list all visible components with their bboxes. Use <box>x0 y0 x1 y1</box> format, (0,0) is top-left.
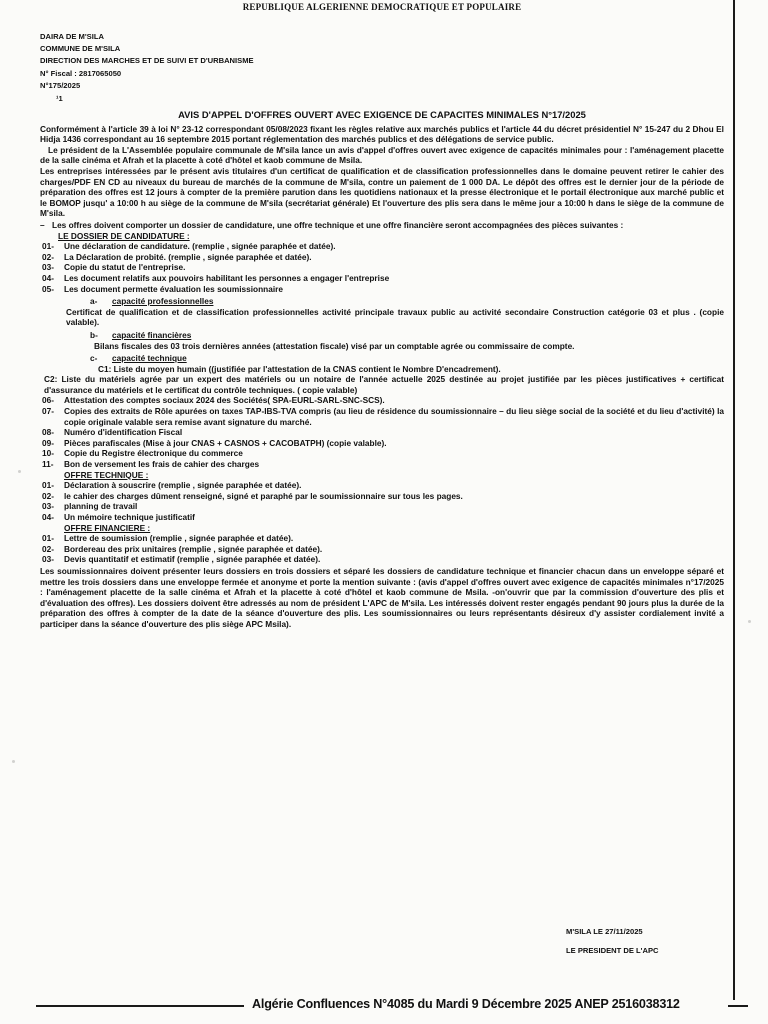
item-number: 05- <box>42 283 54 294</box>
signature-block <box>566 922 716 960</box>
dash-bullet: – <box>40 219 45 230</box>
sub-letter: b- <box>90 329 98 340</box>
list-item <box>40 241 724 252</box>
list-item <box>40 512 724 523</box>
scan-speck <box>748 620 751 623</box>
offers-requirement-text: Les offres doivent comporter un dossier de candidature, une offre technique et une offre financière seront accompagnées des pièces suivantes : <box>52 219 624 230</box>
item-text: Pièces parafiscales (Mise à jour CNAS + CASNOS + CACOBATPH) (copie valable). <box>64 437 387 448</box>
sub-text: Bilans fiscales des 03 trois dernières années (attestation fiscale) visé par un comptable agrée ou commissaire de compte. <box>94 340 575 351</box>
item-text: Devis quantitatif et estimatif (remplie , signée paraphée et datée). <box>64 554 321 565</box>
list-item <box>40 273 724 284</box>
item-text: Bordereau des prix unitaires (remplie , signée paraphée et datée). <box>64 543 323 554</box>
item-text: Lettre de soumission (remplie , signée paraphée et datée). <box>64 533 294 544</box>
eligibility-paragraph: Les entreprises intéressées par le présent avis titulaires d'un certificat de qualification et de classification professionnelles dans le domaine peuvent retirer le cahier des charges/PDF EN CD au niveaux du bureau de marchés de la commune de M'sila, contre un paiement de 1 000 DA. Le dépôt des offres est le dernier jour de la période de préparation des offres est 12 jours à compter de la première parution dans les quotidiens nationaux et la presse électronique et le portail électronique aux marché public et le BOMOP jusqu' a 10:00 h au siège de la commune de M'sila (secrétariat générale) Et l'ouverture des plis sera dans le même jour a 10:00 h dans le siège de la commune de M'sila. <box>40 166 724 219</box>
republic-heading: REPUBLIQUE ALGERIENNE DEMOCRATIQUE ET POPULAIRE <box>242 2 522 12</box>
list-item <box>40 284 724 295</box>
item-text: La Déclaration de probité. (remplie , signée paraphée et datée). <box>64 251 312 262</box>
sub-label: capacité professionnelles <box>112 296 214 307</box>
publication-footer: Algérie Confluences N°4085 du Mardi 9 Décembre 2025 ANEP 2516038312 <box>252 997 680 1011</box>
list-item <box>40 480 724 491</box>
item-number: 02- <box>42 543 54 554</box>
sub-letter: c- <box>90 353 98 364</box>
item-text: Copie du Registre électronique du commerce <box>64 448 243 459</box>
sub-heading <box>90 296 724 307</box>
legal-basis-paragraph: Conformément à l'article 39 à loi N° 23-12 correspondant 05/08/2023 fixant les règles relative aux marchés publics et l'article 44 du décret présidentiel N° 15-247 du 2 Dhou El Hidja 1436 correspondant au 16 septembre 2015 portant réglementation des marchés publics et des délégations de service public. <box>40 123 724 145</box>
list-item <box>40 554 724 565</box>
signer-title: LE PRESIDENT DE L'APC <box>566 946 659 955</box>
item-text: Copie du statut de l'entreprise. <box>64 262 186 273</box>
item-number: 03- <box>42 262 54 273</box>
item-text: Un mémoire technique justificatif <box>64 512 195 522</box>
list-item <box>40 501 724 512</box>
item-text: Une déclaration de candidature. (remplie , signée paraphée et datée). <box>64 241 336 252</box>
item-number: 01- <box>42 241 54 252</box>
list-item <box>40 395 724 406</box>
item-text: Numéro d'identification Fiscal <box>64 427 183 438</box>
list-item <box>40 533 724 544</box>
item-text: Les document relatifs aux pouvoirs habilitant les personnes a engager l'entreprise <box>64 272 390 283</box>
item-number: 03- <box>42 554 54 565</box>
dossier-list-continued <box>40 395 724 469</box>
list-item <box>40 406 724 427</box>
item-number: 04- <box>42 272 54 283</box>
submission-instructions: Les soumissionnaires doivent présenter leurs dossiers en trois dossiers et séparé les dossiers de candidature technique et financier chacun dans un enveloppe séparé et mettre les trois dossiers dans une enveloppe fermée et anonyme et porte la mention suivante : (avis d'appel d'offres ouvert avec exigence de capacités minimales n°17/2025 : l'aménagement placette de la salle cinéma et Afrah et la placette à coté d'hôtel et kaob commune de Msila. -on'ouvrir que par la commission d'ouverture des plis et d'évaluation des offres). Les dossiers doivent être adressés au nom de président L'APC de M'sila. Les intéressés doivent rester engagés pendant 90 jours plus la durée de la préparation des offres à compter de la date de la séance d'ouverture des plis. Les soumissionnaires ou leurs représentants désireux d'y assister cordialement invité a participer dans la séance d'ouverture des plis siège APC Msila). <box>40 565 724 629</box>
list-item <box>40 252 724 263</box>
item-number: 08- <box>42 427 54 438</box>
item-number: 04- <box>42 512 54 522</box>
scan-speck <box>18 470 21 473</box>
page-border-right <box>733 0 735 1000</box>
page-border-bottom-left <box>36 1005 244 1007</box>
capacity-sub-c <box>44 353 724 395</box>
item-text: Bon de versement les frais de cahier des charges <box>64 459 260 470</box>
list-item <box>40 262 724 273</box>
dossier-list <box>40 241 724 294</box>
item-number: 01- <box>42 533 54 544</box>
direction-line: DIRECTION DES MARCHES ET DE SUIVI ET D'URBANISME <box>40 56 254 66</box>
financial-offer-list <box>40 533 724 565</box>
item-text: Déclaration à souscrire (remplie , signée paraphée et datée). <box>64 480 302 491</box>
sub-heading <box>90 330 724 341</box>
c2-item: C2: Liste du matériels agrée par un expert des matériels ou un notaire de l'année actuelle 2025 destinée au projet justifiée par les pièces justificatives + certificat d'assurance du matériels et le certificat du contrôle techniques. ( copie valable) <box>44 374 724 395</box>
item-number: 09- <box>42 437 54 448</box>
dossier-heading: LE DOSSIER DE CANDIDATURE : <box>58 230 190 241</box>
place-date: M'SILA LE 27/11/2025 <box>566 927 643 936</box>
item-text: Copies des extraits de Rôle apurées on taxes TAP-IBS-TVA compris (au lieu de résidence du soumissionnaire – du lieu siège social de la société et du lieu d'activité) la copie originale valable sera remise avant signature du marché. <box>64 406 724 427</box>
sub-text: Certificat de qualification et de classification professionnelles activité principale travaux public au activité secondaire Construction catégorie 03 et plus . (copie valable). <box>66 306 724 328</box>
list-item <box>40 427 724 438</box>
item-text: le cahier des charges dûment renseigné, signé et paraphé par le soumissionnaire sur tous les pages. <box>64 490 463 501</box>
item-text: planning de travail <box>64 501 138 512</box>
issuer-block <box>40 31 724 105</box>
list-item <box>40 491 724 502</box>
technical-offer-list <box>40 480 724 522</box>
sub-label: capacité financières <box>112 329 192 340</box>
item-number: 01- <box>42 480 54 491</box>
capacity-sub-a <box>66 296 724 328</box>
nif-line: N° Fiscal : 2817065050 <box>40 68 122 78</box>
item-number: 06- <box>42 395 54 406</box>
tender-notice <box>40 2 724 638</box>
list-item <box>40 438 724 449</box>
daira-line: DAIRA DE M'SILA <box>40 31 104 41</box>
item-number: 02- <box>42 490 54 501</box>
reference-mark: ¹1 <box>56 93 63 103</box>
technical-offer-heading: OFFRE TECHNIQUE : <box>64 469 149 480</box>
item-number: 07- <box>42 406 54 417</box>
notice-title: AVIS D'APPEL D'OFFRES OUVERT AVEC EXIGENCE DE CAPACITES MINIMALES N°17/2025 <box>178 109 586 121</box>
capacity-sub-b <box>90 330 724 351</box>
offers-requirement <box>40 220 724 231</box>
item-number: 10- <box>42 448 54 459</box>
commune-line: COMMUNE DE M'SILA <box>40 44 121 53</box>
c1-item: C1: Liste du moyen humain ((justifiée par l'attestation de la CNAS contient le Nombre D'encadrement). <box>98 363 501 374</box>
item-text: Les document permette évaluation les soumissionnaire <box>64 283 284 294</box>
list-item <box>40 459 724 470</box>
list-item <box>40 448 724 459</box>
sub-letter: a- <box>90 296 98 307</box>
item-number: 11- <box>42 459 54 470</box>
sub-label: capacité technique <box>112 353 187 364</box>
financial-offer-heading: OFFRE FINANCIERE : <box>64 522 151 533</box>
announcement-paragraph: Le président de la L'Assemblée populaire communale de M'sila lance un avis d'appel d'offres ouvert avec exigence de capacités minimales pour : l'aménagement placette de la salle cinéma et Afrah et la placette à coté d'hôtel et kaob commune de Msila. <box>40 144 724 166</box>
sub-heading <box>90 353 724 364</box>
reference-line: N°175/2025 <box>40 81 81 91</box>
item-text: Attestation des comptes sociaux 2024 des Sociétés( SPA-EURL-SARL-SNC-SCS). <box>64 395 385 406</box>
scan-speck <box>12 760 15 763</box>
item-number: 03- <box>42 501 54 512</box>
list-item <box>40 544 724 555</box>
item-number: 02- <box>42 251 54 262</box>
